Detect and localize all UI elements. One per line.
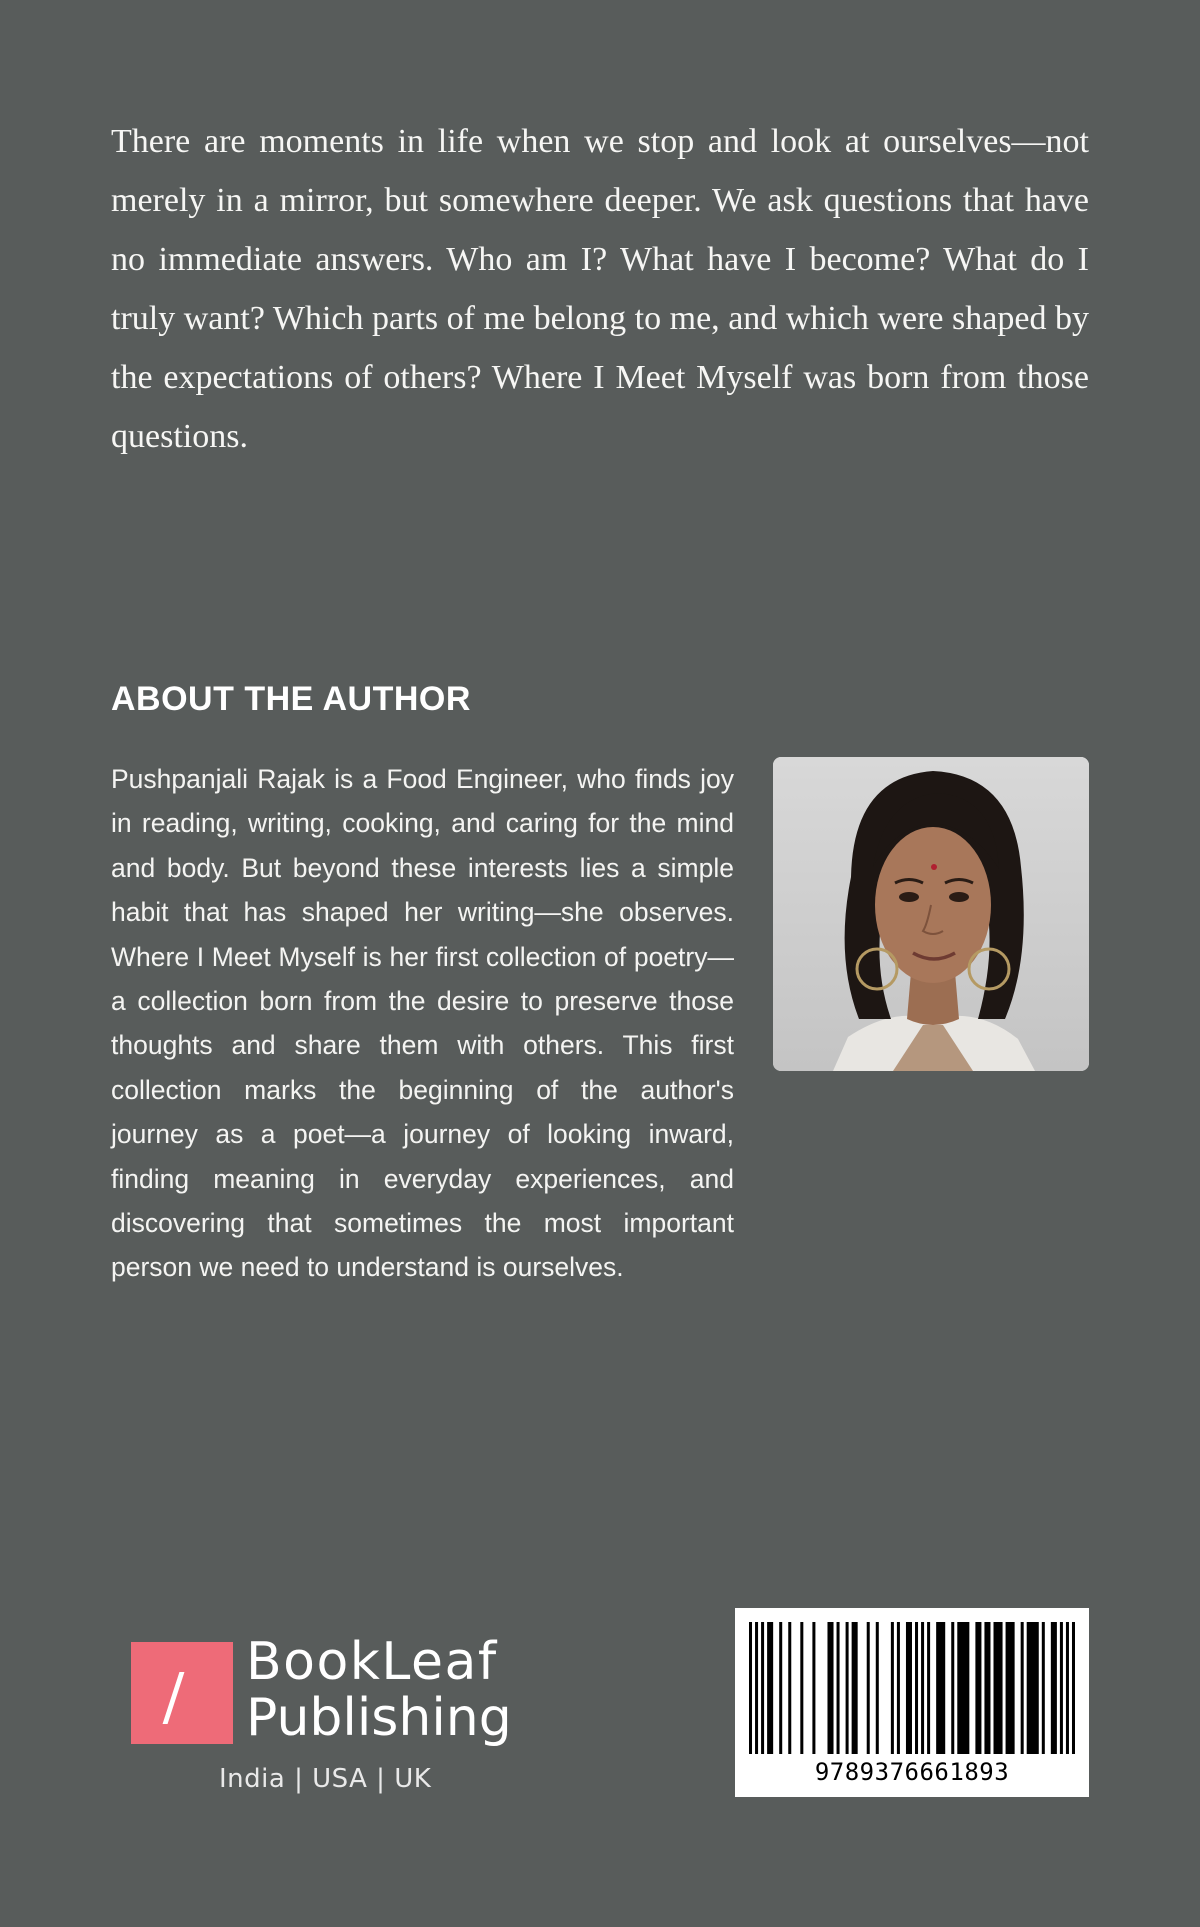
publisher-logo xyxy=(131,1634,511,1804)
logo-square-icon xyxy=(131,1642,233,1744)
author-photo xyxy=(773,757,1089,1071)
back-cover-blurb: There are moments in life when we stop and look at ourselves—not merely in a mirror, but somewhere deeper. We ask questions that have no immediate answers. Who am I? What have I become? What do I truly want? Which parts of me belong to me, and which were shaped by the expectations of others? Where I Meet Myself was born from those questions. xyxy=(111,123,1089,455)
isbn-barcode xyxy=(735,1608,1089,1797)
slash-icon xyxy=(163,1672,185,1724)
publisher-regions: India | USA | UK xyxy=(219,1764,432,1794)
about-author-heading: ABOUT THE AUTHOR xyxy=(111,680,471,718)
publisher-name-line1: BookLeaf xyxy=(246,1632,498,1692)
publisher-name-line2: Publishing xyxy=(246,1688,512,1748)
isbn-number: 9789376661893 xyxy=(814,1758,1010,1786)
author-bio: Pushpanjali Rajak is a Food Engineer, who finds joy in reading, writing, cooking, and caring for the mind and body. But beyond these interests lies a simple habit that has shaped her writing—she observes. Where I Meet Myself is her first collection of poetry—a collection born from the desire to preserve those thoughts and share them with others. This first collection marks the beginning of the author's journey as a poet—a journey of looking inward, finding meaning in everyday experiences, and discovering that sometimes the most important person we need to understand is ourselves. xyxy=(111,764,734,1283)
barcode-icon xyxy=(749,1622,1075,1754)
